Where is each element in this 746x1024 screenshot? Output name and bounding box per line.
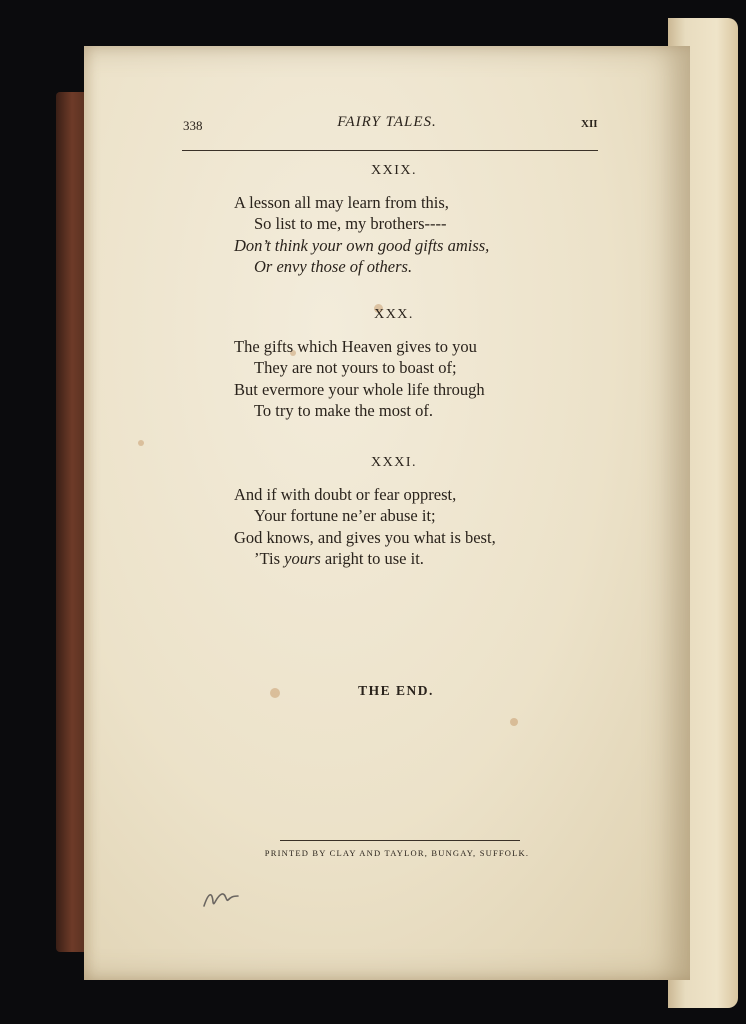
stanza-xxix — [84, 160, 690, 278]
verse-fragment: aright to use it. — [320, 549, 424, 568]
verse-fragment: ’Tis — [254, 549, 285, 568]
page-header — [84, 114, 690, 134]
stanza-xxx — [84, 304, 690, 422]
stanza-numeral: XXX. — [374, 307, 414, 322]
stanza-xxxi — [84, 452, 690, 570]
verse-line: Don’t think your own good gifts amiss, — [234, 235, 490, 255]
foxing-spot — [138, 440, 144, 446]
stanza-numeral: XXXI. — [371, 455, 417, 470]
verse-line: To try to make the most of. — [254, 401, 433, 420]
book-page — [84, 46, 690, 980]
verse-line — [84, 548, 690, 570]
verse-line: And if with doubt or fear opprest, — [234, 484, 457, 504]
verse-line: The gifts which Heaven gives to you — [234, 336, 477, 356]
header-rule — [182, 150, 598, 151]
stanza-numeral: XXIX. — [371, 163, 417, 178]
verse-line: A lesson all may learn from this, — [234, 192, 449, 212]
verse-line: They are not yours to boast of; — [254, 358, 457, 377]
imprint-rule — [280, 840, 520, 841]
verse-line: God knows, and gives you what is best, — [234, 527, 496, 547]
pencil-mark — [200, 884, 240, 914]
verse-emphasis: yours — [284, 549, 321, 568]
running-title: FAIRY TALES. — [337, 114, 437, 130]
the-end: THE END. — [358, 683, 434, 698]
verse-line: So list to me, my brothers---- — [254, 214, 447, 233]
page-number: 338 — [183, 118, 203, 133]
foxing-spot — [510, 718, 518, 726]
verse-line: Or envy those of others. — [254, 257, 413, 276]
verse-line: Your fortune ne’er abuse it; — [254, 506, 436, 525]
chapter-number: XII — [581, 118, 598, 130]
verse-line: But evermore your whole life through — [234, 379, 485, 399]
printer-imprint: PRINTED BY CLAY AND TAYLOR, BUNGAY, SUFFOLK. — [264, 848, 530, 858]
